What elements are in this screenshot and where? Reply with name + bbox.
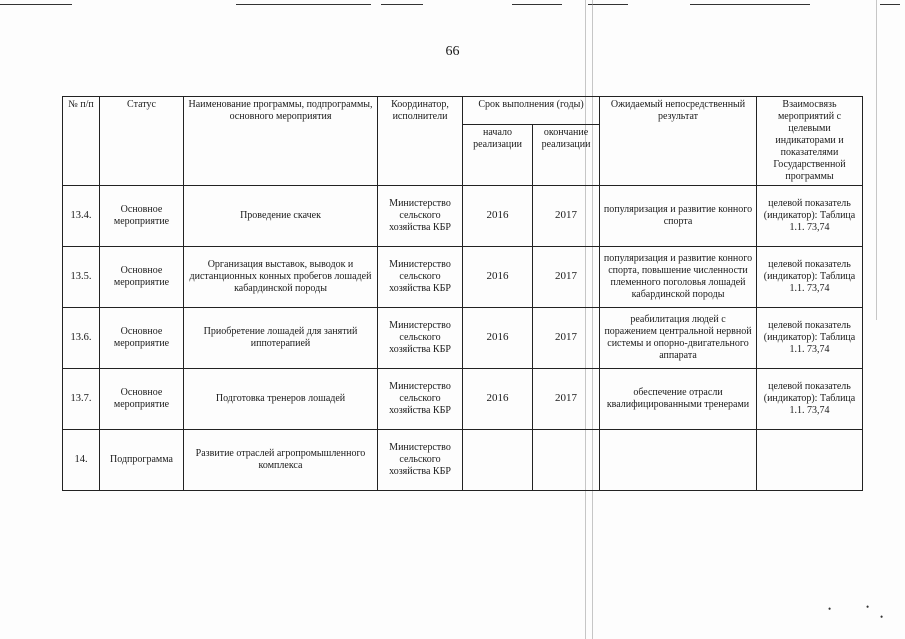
row-link: целевой показатель (индикатор): Таблица 1.1. 73,74 bbox=[757, 186, 863, 247]
row-name: Организация выставок, выводок и дистанционных конных пробегов лошадей кабардинской породы bbox=[184, 247, 378, 308]
table-row bbox=[63, 308, 863, 369]
scan-top-rule bbox=[880, 4, 900, 5]
table-row bbox=[63, 247, 863, 308]
header-end: окончание реализации bbox=[533, 124, 600, 185]
row-end: 2017 bbox=[533, 186, 600, 247]
row-status: Подпрограмма bbox=[100, 430, 184, 491]
scan-speck: • bbox=[880, 612, 884, 622]
header-num: № п/п bbox=[63, 97, 100, 186]
table-row bbox=[63, 369, 863, 430]
scan-speck: • bbox=[866, 602, 870, 612]
row-link bbox=[757, 430, 863, 491]
row-start: 2016 bbox=[463, 308, 533, 369]
program-table bbox=[62, 96, 863, 491]
row-result bbox=[600, 430, 757, 491]
scan-top-rule bbox=[381, 4, 423, 5]
row-num: 13.4. bbox=[63, 186, 100, 247]
table-row bbox=[63, 186, 863, 247]
row-result: реабилитация людей с поражением центральной нервной системы и опорно-двигательного аппарата bbox=[600, 308, 757, 369]
scan-top-rule bbox=[588, 4, 628, 5]
row-start: 2016 bbox=[463, 247, 533, 308]
row-result: популяризация и развитие конного спорта, повышение численности племенного поголовья лошадей кабардинской породы bbox=[600, 247, 757, 308]
row-name: Подготовка тренеров лошадей bbox=[184, 369, 378, 430]
header-period: Срок выполнения (годы) bbox=[463, 97, 600, 125]
row-status: Основное мероприятие bbox=[100, 369, 184, 430]
row-num: 13.7. bbox=[63, 369, 100, 430]
row-status: Основное мероприятие bbox=[100, 308, 184, 369]
table-row bbox=[63, 430, 863, 491]
row-end bbox=[533, 430, 600, 491]
row-coordinator: Министерство сельского хозяйства КБР bbox=[378, 369, 463, 430]
header-status: Статус bbox=[100, 97, 184, 186]
row-name: Приобретение лошадей для занятий иппотерапией bbox=[184, 308, 378, 369]
row-link: целевой показатель (индикатор): Таблица 1.1. 73,74 bbox=[757, 369, 863, 430]
row-status: Основное мероприятие bbox=[100, 247, 184, 308]
row-end: 2017 bbox=[533, 308, 600, 369]
header-start: начало реализации bbox=[463, 124, 533, 185]
row-link: целевой показатель (индикатор): Таблица 1.1. 73,74 bbox=[757, 308, 863, 369]
row-num: 13.6. bbox=[63, 308, 100, 369]
scan-top-rule bbox=[236, 4, 371, 5]
row-name: Проведение скачек bbox=[184, 186, 378, 247]
scan-speck: • bbox=[828, 604, 832, 614]
scan-top-rule bbox=[512, 4, 562, 5]
row-end: 2017 bbox=[533, 369, 600, 430]
row-coordinator: Министерство сельского хозяйства КБР bbox=[378, 430, 463, 491]
row-result: обеспечение отрасли квалифицированными тренерами bbox=[600, 369, 757, 430]
row-link: целевой показатель (индикатор): Таблица 1.1. 73,74 bbox=[757, 247, 863, 308]
row-start: 2016 bbox=[463, 369, 533, 430]
header-coordinator: Координатор, исполнители bbox=[378, 97, 463, 186]
header-row bbox=[63, 97, 863, 125]
scan-top-rule bbox=[690, 4, 810, 5]
row-status: Основное мероприятие bbox=[100, 186, 184, 247]
row-num: 14. bbox=[63, 430, 100, 491]
header-name: Наименование программы, подпрограммы, основного мероприятия bbox=[184, 97, 378, 186]
row-end: 2017 bbox=[533, 247, 600, 308]
header-link: Взаимосвязь мероприятий с целевыми индикаторами и показателями Государственной программы bbox=[757, 97, 863, 186]
row-start bbox=[463, 430, 533, 491]
row-coordinator: Министерство сельского хозяйства КБР bbox=[378, 247, 463, 308]
row-name: Развитие отраслей агропромышленного комплекса bbox=[184, 430, 378, 491]
row-start: 2016 bbox=[463, 186, 533, 247]
header-result: Ожидаемый непосредственный результат bbox=[600, 97, 757, 186]
scan-top-rule bbox=[0, 4, 72, 5]
row-result: популяризация и развитие конного спорта bbox=[600, 186, 757, 247]
row-coordinator: Министерство сельского хозяйства КБР bbox=[378, 308, 463, 369]
row-coordinator: Министерство сельского хозяйства КБР bbox=[378, 186, 463, 247]
page-number: 66 bbox=[445, 44, 460, 59]
row-num: 13.5. bbox=[63, 247, 100, 308]
